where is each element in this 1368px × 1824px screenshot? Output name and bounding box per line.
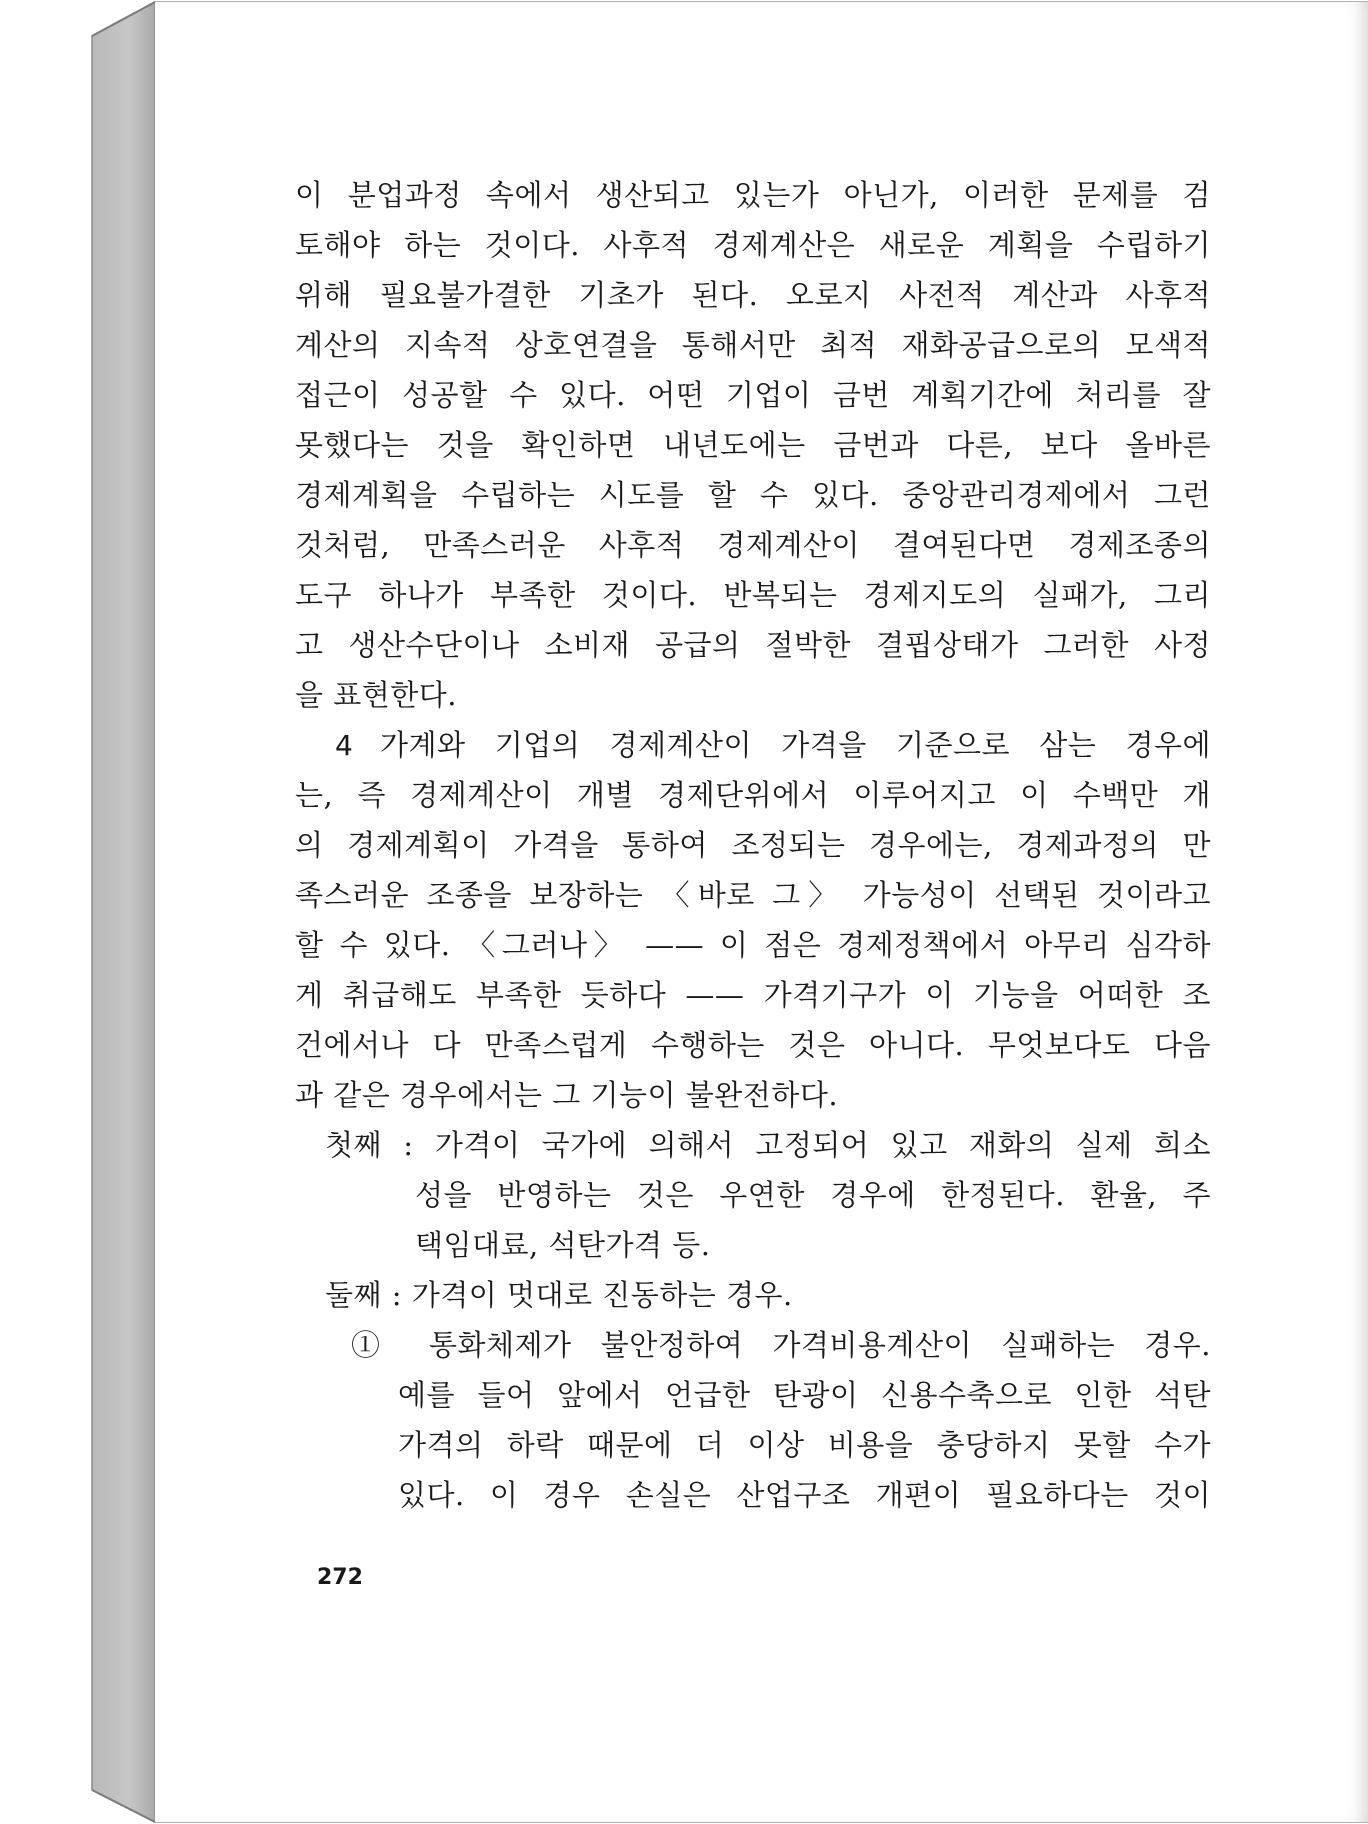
text-line: 는, 즉 경제계산이 개별 경제단위에서 이루어지고 이 수백만 개 <box>295 778 1211 812</box>
sub-list-item-continuation: 있다. 이 경우 손실은 산업구조 개편이 필요하다는 것이 <box>398 1478 1211 1512</box>
paragraph-number: 4 <box>335 729 354 762</box>
text-line: 건에서나 다 만족스럽게 수행하는 것은 아니다. 무엇보다도 다음 <box>295 1028 1211 1062</box>
text-line: 족스러운 조종을 보장하는 〈바로 그〉 가능성이 선택된 것이라고 <box>295 878 1211 912</box>
text-line: 토해야 하는 것이다. 사후적 경제계산은 새로운 계획을 수립하기 <box>295 228 1211 262</box>
sub-list-item-continuation: 가격의 하락 때문에 더 이상 비용을 충당하지 못할 수가 <box>398 1428 1211 1462</box>
sub-list-item: ① 통화체제가 불안정하여 가격비용계산이 실패하는 경우. <box>351 1328 1211 1362</box>
text-line: 못했다는 것을 확인하면 내년도에는 금번과 다른, 보다 올바른 <box>295 428 1211 462</box>
text-line: 고 생산수단이나 소비재 공급의 절박한 결핍상태가 그러한 사정 <box>295 628 1211 662</box>
text-line: 도구 하나가 부족한 것이다. 반복되는 경제지도의 실패가, 그리 <box>295 578 1211 612</box>
book-page <box>155 2 1368 1822</box>
text-line: 을 표현한다. <box>295 678 458 712</box>
sub-list-item-continuation: 예를 들어 앞에서 언급한 탄광이 신용수축으로 인한 석탄 <box>398 1378 1211 1412</box>
list-item-continuation: 택임대료, 석탄가격 등. <box>415 1228 711 1262</box>
list-item-continuation: 성을 반영하는 것은 우연한 경우에 한정된다. 환율, 주 <box>415 1178 1211 1212</box>
text-line: 계산의 지속적 상호연결을 통해서만 최적 재화공급으로의 모색적 <box>295 328 1211 362</box>
text-line: 과 같은 경우에서는 그 기능이 불완전하다. <box>295 1078 839 1112</box>
text-line: 것처럼, 만족스러운 사후적 경제계산이 결여된다면 경제조종의 <box>295 528 1211 562</box>
text-line: 접근이 성공할 수 있다. 어떤 기업이 금번 계획기간에 처리를 잘 <box>295 378 1211 412</box>
text-line: 이 분업과정 속에서 생산되고 있는가 아닌가, 이러한 문제를 검 <box>295 178 1211 212</box>
list-item-second: 둘째 : 가격이 멋대로 진동하는 경우. <box>325 1278 793 1312</box>
paragraph-line <box>335 720 1211 770</box>
list-item-first: 첫째 : 가격이 국가에 의해서 고정되어 있고 재화의 실제 희소 <box>325 1128 1211 1162</box>
text-line: 게 취급해도 부족한 듯하다 —— 가격기구가 이 기능을 어떠한 조 <box>295 978 1211 1012</box>
text-line: 의 경제계획이 가격을 통하여 조정되는 경우에는, 경제과정의 만 <box>295 828 1211 862</box>
text-line: 가계와 기업의 경제계산이 가격을 기준으로 삼는 경우에 <box>380 728 1211 762</box>
page-number: 272 <box>317 1565 363 1590</box>
text-line: 위해 필요불가결한 기초가 된다. 오로지 사전적 계산과 사후적 <box>295 278 1211 312</box>
text-line: 할 수 있다. 〈그러나〉 —— 이 점은 경제정책에서 아무리 심각하 <box>295 928 1211 962</box>
text-line: 경제계획을 수립하는 시도를 할 수 있다. 중앙관리경제에서 그런 <box>295 478 1211 512</box>
